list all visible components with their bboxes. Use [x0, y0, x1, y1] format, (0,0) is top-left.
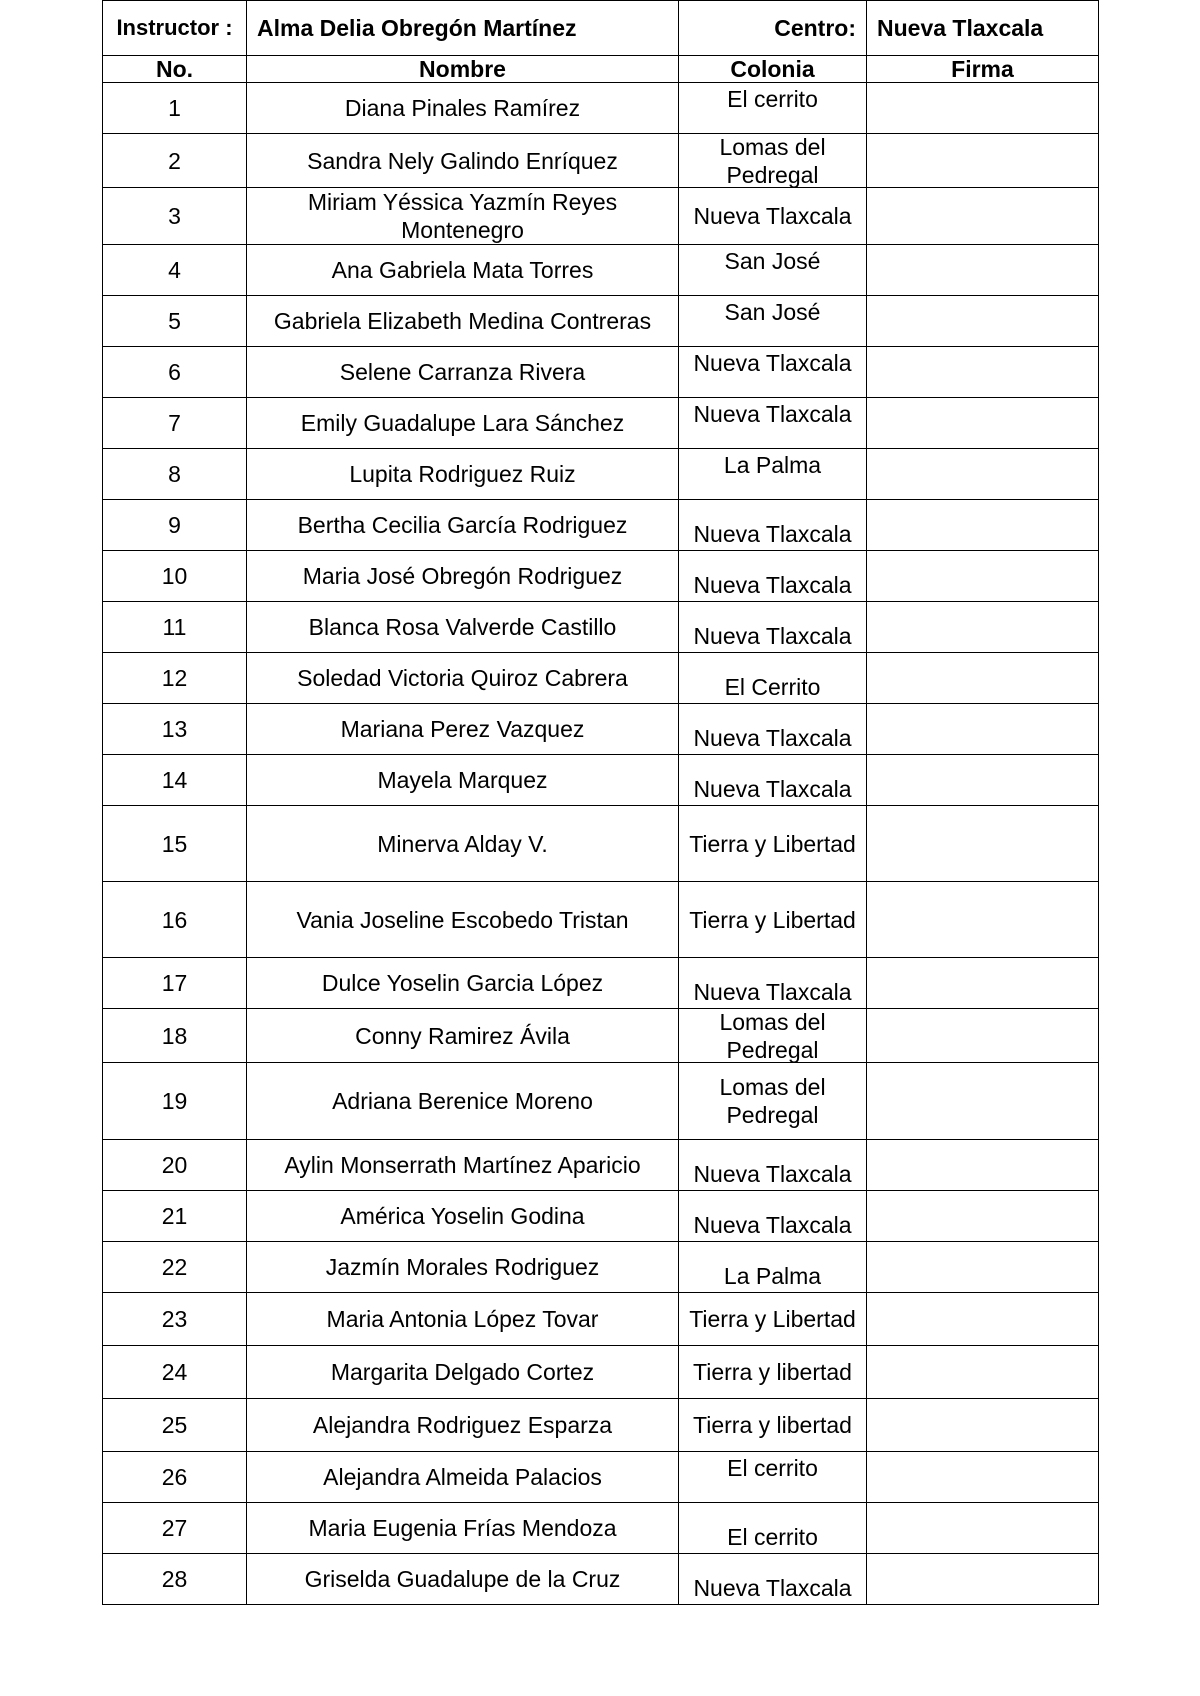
colonia-text: San José — [724, 248, 821, 274]
table-row — [103, 551, 1099, 602]
cell-colonia — [679, 1063, 867, 1140]
cell-nombre: Vania Joseline Escobedo Tristan — [247, 882, 679, 958]
cell-no: 8 — [103, 449, 247, 500]
colonia-text: Nueva Tlaxcala — [693, 979, 852, 1005]
table-row — [103, 449, 1099, 500]
cell-colonia — [679, 134, 867, 188]
cell-firma[interactable] — [867, 551, 1099, 602]
cell-firma[interactable] — [867, 83, 1099, 134]
cell-nombre: Gabriela Elizabeth Medina Contreras — [247, 296, 679, 347]
colonia-text: Nueva Tlaxcala — [693, 776, 852, 802]
cell-colonia — [679, 398, 867, 449]
cell-colonia — [679, 1452, 867, 1503]
cell-firma[interactable] — [867, 704, 1099, 755]
cell-no: 26 — [103, 1452, 247, 1503]
cell-nombre: Emily Guadalupe Lara Sánchez — [247, 398, 679, 449]
cell-no: 16 — [103, 882, 247, 958]
cell-firma[interactable] — [867, 653, 1099, 704]
cell-nombre: Blanca Rosa Valverde Castillo — [247, 602, 679, 653]
cell-firma[interactable] — [867, 806, 1099, 882]
cell-no: 20 — [103, 1140, 247, 1191]
cell-firma[interactable] — [867, 1191, 1099, 1242]
cell-colonia — [679, 806, 867, 882]
column-header-firma: Firma — [867, 56, 1099, 83]
table-row — [103, 1554, 1099, 1605]
cell-colonia — [679, 704, 867, 755]
cell-nombre: Dulce Yoselin Garcia López — [247, 958, 679, 1009]
cell-nombre: Jazmín Morales Rodriguez — [247, 1242, 679, 1293]
cell-colonia — [679, 1242, 867, 1293]
cell-firma[interactable] — [867, 602, 1099, 653]
cell-no: 15 — [103, 806, 247, 882]
colonia-text: El cerrito — [727, 86, 818, 112]
table-row — [103, 1346, 1099, 1399]
colonia-text: La Palma — [723, 1263, 822, 1289]
table-row — [103, 602, 1099, 653]
cell-no: 7 — [103, 398, 247, 449]
cell-nombre: Maria Eugenia Frías Mendoza — [247, 1503, 679, 1554]
colonia-text: Nueva Tlaxcala — [693, 401, 852, 427]
cell-no: 25 — [103, 1399, 247, 1452]
table-row — [103, 1293, 1099, 1346]
cell-no: 22 — [103, 1242, 247, 1293]
table-row — [103, 882, 1099, 958]
colonia-text: San José — [724, 299, 821, 325]
cell-firma[interactable] — [867, 245, 1099, 296]
cell-colonia — [679, 1191, 867, 1242]
instructor-label: Instructor : — [103, 1, 247, 56]
cell-firma[interactable] — [867, 347, 1099, 398]
cell-no: 21 — [103, 1191, 247, 1242]
cell-colonia — [679, 83, 867, 134]
colonia-text: Tierra y Libertad — [689, 1306, 856, 1332]
cell-nombre: Maria Antonia López Tovar — [247, 1293, 679, 1346]
table-row — [103, 1063, 1099, 1140]
cell-nombre: Lupita Rodriguez Ruiz — [247, 449, 679, 500]
cell-nombre: Soledad Victoria Quiroz Cabrera — [247, 653, 679, 704]
table-row — [103, 1503, 1099, 1554]
centro-label: Centro: — [679, 1, 867, 56]
cell-colonia — [679, 1293, 867, 1346]
cell-no: 13 — [103, 704, 247, 755]
colonia-text: Nueva Tlaxcala — [693, 623, 852, 649]
table-row — [103, 1399, 1099, 1452]
cell-colonia — [679, 653, 867, 704]
table-row — [103, 806, 1099, 882]
cell-colonia — [679, 296, 867, 347]
cell-colonia — [679, 500, 867, 551]
cell-firma[interactable] — [867, 500, 1099, 551]
cell-firma[interactable] — [867, 755, 1099, 806]
table-row — [103, 500, 1099, 551]
cell-no: 10 — [103, 551, 247, 602]
cell-no: 24 — [103, 1346, 247, 1399]
cell-nombre: Sandra Nely Galindo Enríquez — [247, 134, 679, 188]
colonia-text: Lomas del Pedregal — [719, 1008, 826, 1063]
cell-firma[interactable] — [867, 1554, 1099, 1605]
colonia-text: Tierra y libertad — [693, 1412, 852, 1438]
cell-no: 2 — [103, 134, 247, 188]
colonia-text: El cerrito — [727, 1524, 818, 1550]
table-row — [103, 958, 1099, 1009]
cell-firma[interactable] — [867, 1503, 1099, 1554]
cell-nombre: Mariana Perez Vazquez — [247, 704, 679, 755]
colonia-text: Tierra y Libertad — [689, 906, 856, 933]
colonia-text: Nueva Tlaxcala — [693, 572, 852, 598]
column-header-nombre: Nombre — [247, 56, 679, 83]
colonia-text: Nueva Tlaxcala — [693, 1212, 852, 1238]
cell-nombre: Adriana Berenice Moreno — [247, 1063, 679, 1140]
cell-no: 19 — [103, 1063, 247, 1140]
cell-no: 3 — [103, 188, 247, 245]
cell-no: 1 — [103, 83, 247, 134]
cell-colonia — [679, 347, 867, 398]
cell-firma[interactable] — [867, 1140, 1099, 1191]
table-row — [103, 1452, 1099, 1503]
cell-nombre: Diana Pinales Ramírez — [247, 83, 679, 134]
cell-colonia — [679, 551, 867, 602]
cell-no: 6 — [103, 347, 247, 398]
table-row — [103, 704, 1099, 755]
colonia-text: La Palma — [723, 452, 822, 478]
cell-nombre: Miriam Yéssica Yazmín Reyes Montenegro — [247, 188, 679, 245]
cell-nombre: Alejandra Rodriguez Esparza — [247, 1399, 679, 1452]
cell-firma[interactable] — [867, 1346, 1099, 1399]
cell-nombre: Mayela Marquez — [247, 755, 679, 806]
cell-colonia — [679, 1140, 867, 1191]
cell-no: 5 — [103, 296, 247, 347]
table-row — [103, 245, 1099, 296]
cell-colonia — [679, 1009, 867, 1063]
cell-no: 23 — [103, 1293, 247, 1346]
attendance-table — [102, 0, 1099, 1605]
cell-firma[interactable] — [867, 1452, 1099, 1503]
column-header-colonia: Colonia — [679, 56, 867, 83]
cell-firma[interactable] — [867, 1009, 1099, 1063]
colonia-text: Nueva Tlaxcala — [693, 521, 852, 547]
cell-firma[interactable] — [867, 882, 1099, 958]
cell-no: 18 — [103, 1009, 247, 1063]
cell-no: 11 — [103, 602, 247, 653]
cell-nombre: Ana Gabriela Mata Torres — [247, 245, 679, 296]
cell-colonia — [679, 755, 867, 806]
cell-firma[interactable] — [867, 296, 1099, 347]
column-header-no: No. — [103, 56, 247, 83]
table-row — [103, 134, 1099, 188]
cell-firma[interactable] — [867, 449, 1099, 500]
table-row — [103, 1009, 1099, 1063]
table-row — [103, 83, 1099, 134]
colonia-text: Nueva Tlaxcala — [693, 350, 852, 376]
column-header-row — [103, 56, 1099, 83]
instructor-header-row — [103, 1, 1099, 56]
cell-no: 4 — [103, 245, 247, 296]
colonia-text: Nueva Tlaxcala — [693, 1161, 852, 1187]
cell-no: 27 — [103, 1503, 247, 1554]
cell-no: 12 — [103, 653, 247, 704]
table-row — [103, 755, 1099, 806]
table-row — [103, 347, 1099, 398]
cell-no: 9 — [103, 500, 247, 551]
cell-nombre: Conny Ramirez Ávila — [247, 1009, 679, 1063]
cell-firma[interactable] — [867, 958, 1099, 1009]
cell-colonia — [679, 1554, 867, 1605]
cell-firma[interactable] — [867, 1293, 1099, 1346]
colonia-text: Tierra y libertad — [693, 1359, 852, 1385]
cell-nombre: Maria José Obregón Rodriguez — [247, 551, 679, 602]
cell-firma[interactable] — [867, 134, 1099, 188]
cell-colonia — [679, 1503, 867, 1554]
cell-colonia — [679, 1346, 867, 1399]
cell-no: 28 — [103, 1554, 247, 1605]
instructor-name: Alma Delia Obregón Martínez — [247, 1, 679, 56]
cell-colonia — [679, 882, 867, 958]
table-row — [103, 1140, 1099, 1191]
cell-nombre: Griselda Guadalupe de la Cruz — [247, 1554, 679, 1605]
table-row — [103, 653, 1099, 704]
colonia-text: Nueva Tlaxcala — [693, 203, 852, 229]
colonia-text: El Cerrito — [724, 674, 821, 700]
cell-no: 17 — [103, 958, 247, 1009]
cell-firma[interactable] — [867, 1242, 1099, 1293]
colonia-text: Nueva Tlaxcala — [693, 725, 852, 751]
cell-nombre: Minerva Alday V. — [247, 806, 679, 882]
colonia-text: Lomas del Pedregal — [719, 133, 826, 188]
table-row — [103, 1242, 1099, 1293]
centro-name: Nueva Tlaxcala — [867, 1, 1099, 56]
cell-nombre: Aylin Monserrath Martínez Aparicio — [247, 1140, 679, 1191]
table-row — [103, 296, 1099, 347]
cell-colonia — [679, 188, 867, 245]
cell-colonia — [679, 958, 867, 1009]
cell-nombre: Margarita Delgado Cortez — [247, 1346, 679, 1399]
cell-firma[interactable] — [867, 398, 1099, 449]
colonia-text: El cerrito — [727, 1455, 818, 1481]
table-row — [103, 188, 1099, 245]
cell-colonia — [679, 1399, 867, 1452]
cell-firma[interactable] — [867, 188, 1099, 245]
cell-no: 14 — [103, 755, 247, 806]
table-row — [103, 398, 1099, 449]
cell-firma[interactable] — [867, 1399, 1099, 1452]
colonia-text: Nueva Tlaxcala — [693, 1575, 852, 1601]
cell-nombre: Selene Carranza Rivera — [247, 347, 679, 398]
colonia-text: Lomas del Pedregal — [719, 1074, 826, 1128]
cell-colonia — [679, 245, 867, 296]
cell-colonia — [679, 449, 867, 500]
cell-nombre: Alejandra Almeida Palacios — [247, 1452, 679, 1503]
cell-nombre: Bertha Cecilia García Rodriguez — [247, 500, 679, 551]
cell-nombre: América Yoselin Godina — [247, 1191, 679, 1242]
table-row — [103, 1191, 1099, 1242]
cell-firma[interactable] — [867, 1063, 1099, 1140]
colonia-text: Tierra y Libertad — [689, 830, 856, 857]
cell-colonia — [679, 602, 867, 653]
